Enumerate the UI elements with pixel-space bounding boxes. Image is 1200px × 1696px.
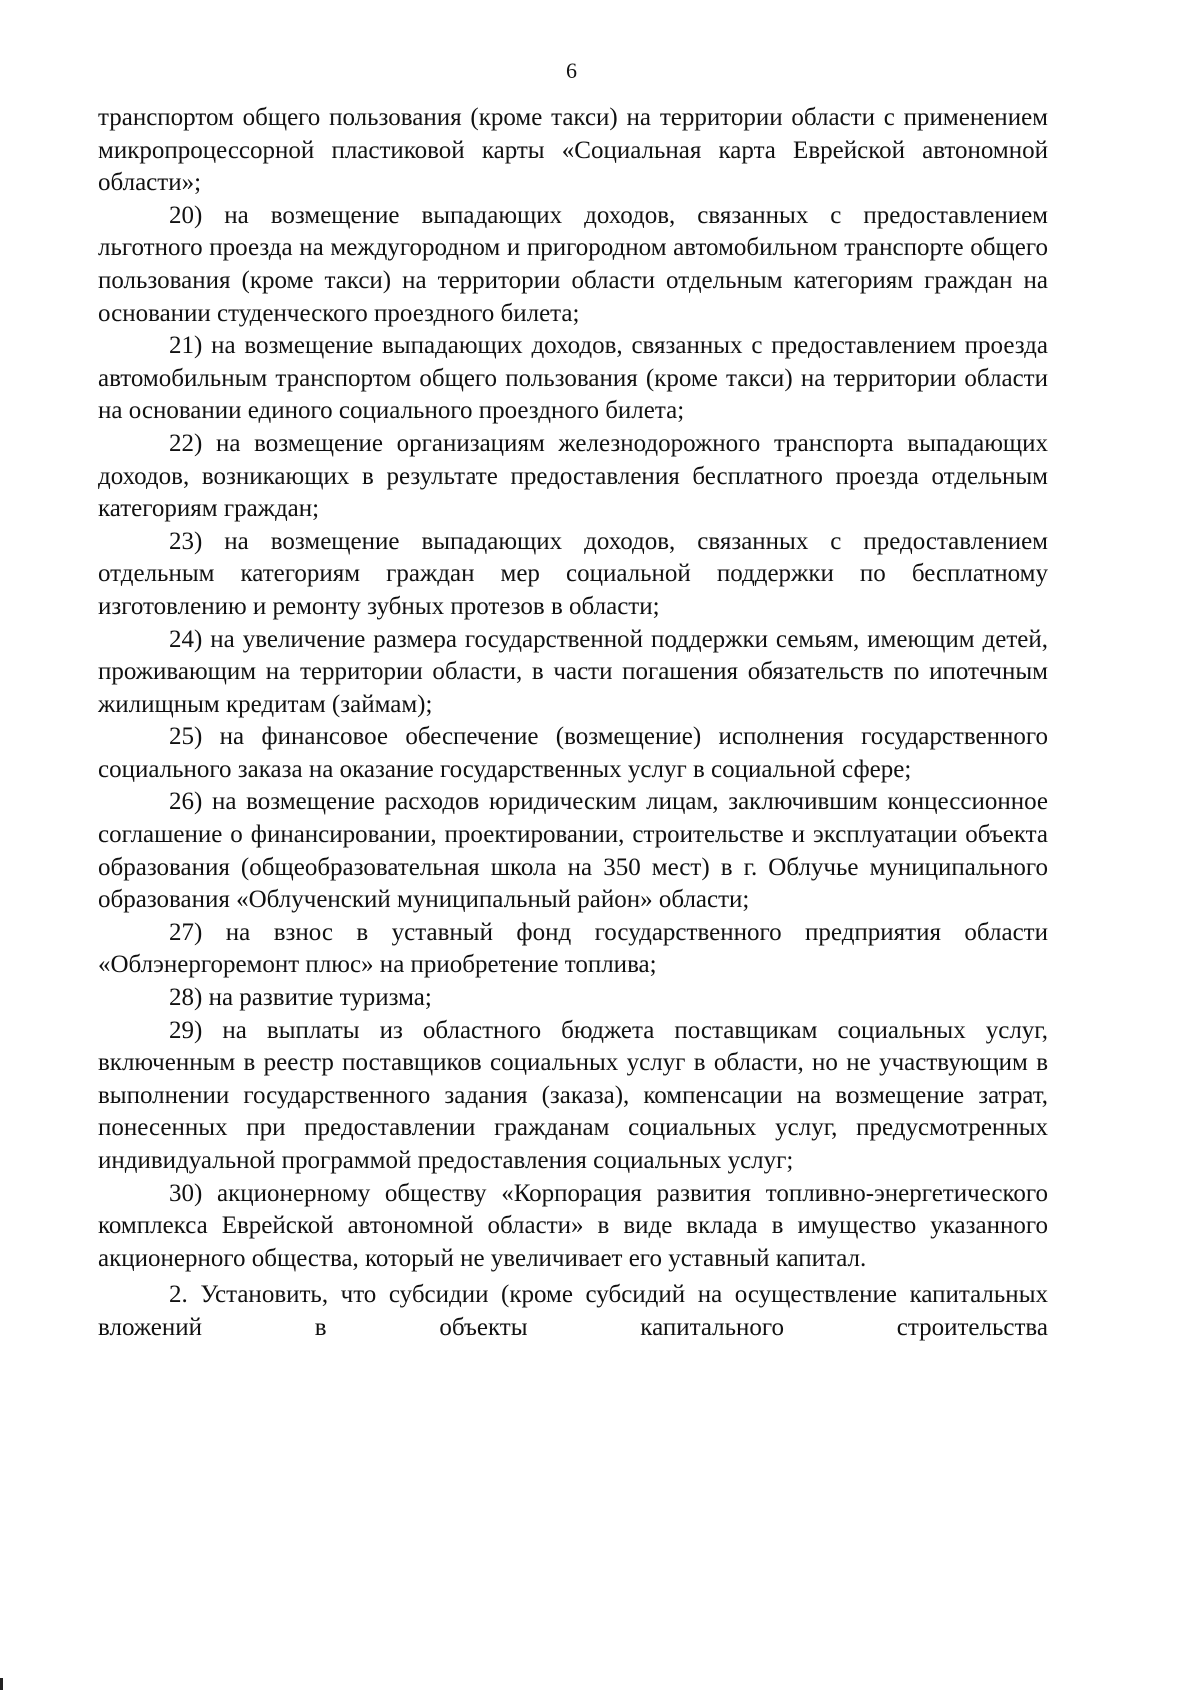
paragraph-item-20: 20) на возмещение выпадающих доходов, связанных с предоставлением льготного проезда на междугородном и пригородном автомобильном транспорте общего пользования (кроме такси) на территории области отдельным категориям граждан на основании студенческого проездного билета; (98, 201, 1048, 327)
page-number: 6 (566, 58, 577, 83)
paragraph-section-2: 2. Установить, что субсидии (кроме субсидий на осуществление капитальных вложений в объекты капитального строительства (98, 1281, 1048, 1341)
paragraph-item-22: 22) на возмещение организациям железнодорожного транспорта выпадающих доходов, возникающих в результате предоставления бесплатного проезда отдельным категориям граждан; (98, 429, 1048, 523)
paragraph-item-27: 27) на взнос в уставный фонд государственного предприятия области «Облэнергоремонт плюс» на приобретение топлива; (98, 918, 1048, 979)
scan-edge-mark (0, 1678, 3, 1690)
paragraph-item-29: 29) на выплаты из областного бюджета поставщикам социальных услуг, включенным в реестр поставщиков социальных услуг в области, но не участвующим в выполнении государственного задания (заказа), компенсации на возмещение затрат, понесенных при предоставлении гражданам социальных услуг, предусмотренных индивидуальной программой предоставления социальных услуг; (98, 1016, 1048, 1174)
paragraph-continuation: транспортом общего пользования (кроме такси) на территории области с применением микропроцессорной пластиковой карты «Социальная карта Еврейской автономной области»; (98, 104, 1048, 197)
paragraph-item-21: 21) на возмещение выпадающих доходов, связанных с предоставлением проезда автомобильным транспортом общего пользования (кроме такси) на территории области на основании единого социального проездного билета; (98, 332, 1048, 425)
paragraph-item-28: 28) на развитие туризма; (169, 984, 432, 1012)
paragraph-item-24: 24) на увеличение размера государственной поддержки семьям, имеющим детей, проживающим на территории области, в части погашения обязательств по ипотечным жилищным кредитам (займам); (98, 625, 1048, 718)
paragraph-item-26: 26) на возмещение расходов юридическим лицам, заключившим концессионное соглашение о финансировании, проектировании, строительстве и эксплуатации объекта образования (общеобразовательная школа на 350 мест) в г. Облучье муниципального образования «Облученский муниципальный район» области; (98, 788, 1048, 914)
paragraph-item-25: 25) на финансовое обеспечение (возмещение) исполнения государственного социального заказа на оказание государственных услуг в социальной сфере; (98, 723, 1048, 783)
paragraph-item-23: 23) на возмещение выпадающих доходов, связанных с предоставлением отдельным категориям граждан мер социальной поддержки по бесплатному изготовлению и ремонту зубных протезов в области; (98, 527, 1048, 620)
paragraph-item-30: 30) акционерному обществу «Корпорация развития топливно-энергетического комплекса Еврейской автономной области» в виде вклада в имущество указанного акционерного общества, который не увеличивает его уставный капитал. (98, 1179, 1048, 1272)
document-body (98, 102, 1048, 1345)
